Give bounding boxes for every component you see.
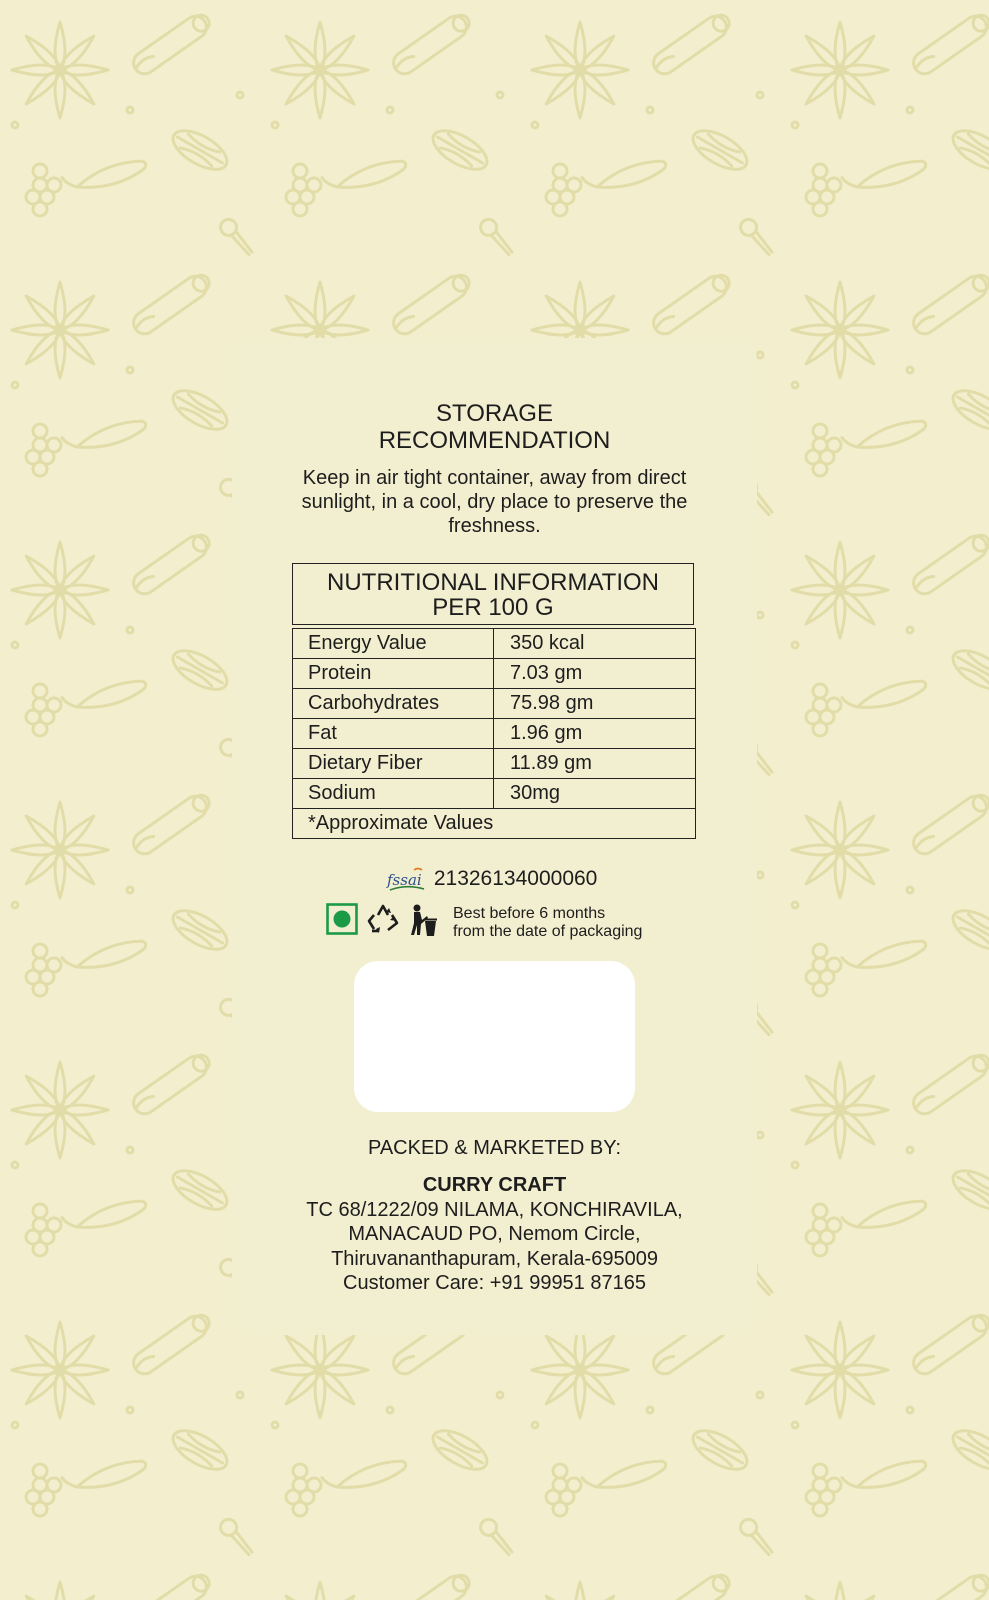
address-line: Thiruvananthapuram, Kerala-695009 xyxy=(331,1247,658,1270)
veg-mark-icon xyxy=(326,903,358,935)
nutrient-label: Dietary Fiber xyxy=(293,749,494,779)
nutrient-value: 350 kcal xyxy=(494,629,696,659)
customer-care: Customer Care: +91 99951 87165 xyxy=(343,1272,646,1294)
address-line: TC 68/1222/09 NILAMA, KONCHIRAVILA, xyxy=(306,1198,683,1221)
table-row xyxy=(293,659,696,689)
packed-marketed-heading: PACKED & MARKETED BY: xyxy=(367,1137,622,1159)
batch-label-box xyxy=(354,961,635,1112)
table-row xyxy=(293,719,696,749)
table-row xyxy=(293,749,696,779)
nutrient-label: Protein xyxy=(293,659,494,689)
svg-text:fssai: fssai xyxy=(387,871,422,890)
nutrient-label: Carbohydrates xyxy=(293,689,494,719)
fssai-license xyxy=(384,864,624,894)
nutrition-table xyxy=(292,628,696,839)
nutrient-value: 1.96 gm xyxy=(494,719,696,749)
table-row xyxy=(293,689,696,719)
recycle-icon xyxy=(366,903,400,935)
approximate-values-note: *Approximate Values xyxy=(293,809,696,839)
nutrient-value: 7.03 gm xyxy=(494,659,696,689)
nutrient-label: Energy Value xyxy=(293,629,494,659)
package-symbols xyxy=(326,903,666,943)
dispose-in-bin-icon xyxy=(408,903,438,937)
fssai-logo-icon xyxy=(384,866,428,892)
nutrient-value: 30mg xyxy=(494,779,696,809)
address-line: MANACAUD PO, Nemom Circle, xyxy=(348,1223,641,1245)
storage-title: STORAGE RECOMMENDATION xyxy=(378,400,611,454)
nutrient-label: Fat xyxy=(293,719,494,749)
nutrient-label: Sodium xyxy=(293,779,494,809)
best-before-text: Best before 6 months from the date of packaging xyxy=(453,905,643,940)
nutrient-value: 11.89 gm xyxy=(494,749,696,779)
nutrition-heading: NUTRITIONAL INFORMATION PER 100 G xyxy=(292,563,694,625)
storage-text: Keep in air tight container, away from direct sunlight, in a cool, dry place to preserve the freshness. xyxy=(301,467,688,537)
table-row xyxy=(293,629,696,659)
nutrient-value: 75.98 gm xyxy=(494,689,696,719)
company-name: CURRY CRAFT xyxy=(422,1174,567,1196)
table-row xyxy=(293,779,696,809)
table-row xyxy=(293,809,696,839)
packer-address xyxy=(232,1173,757,1296)
fssai-number: 21326134000060 xyxy=(433,867,598,890)
info-panel xyxy=(232,338,757,1335)
